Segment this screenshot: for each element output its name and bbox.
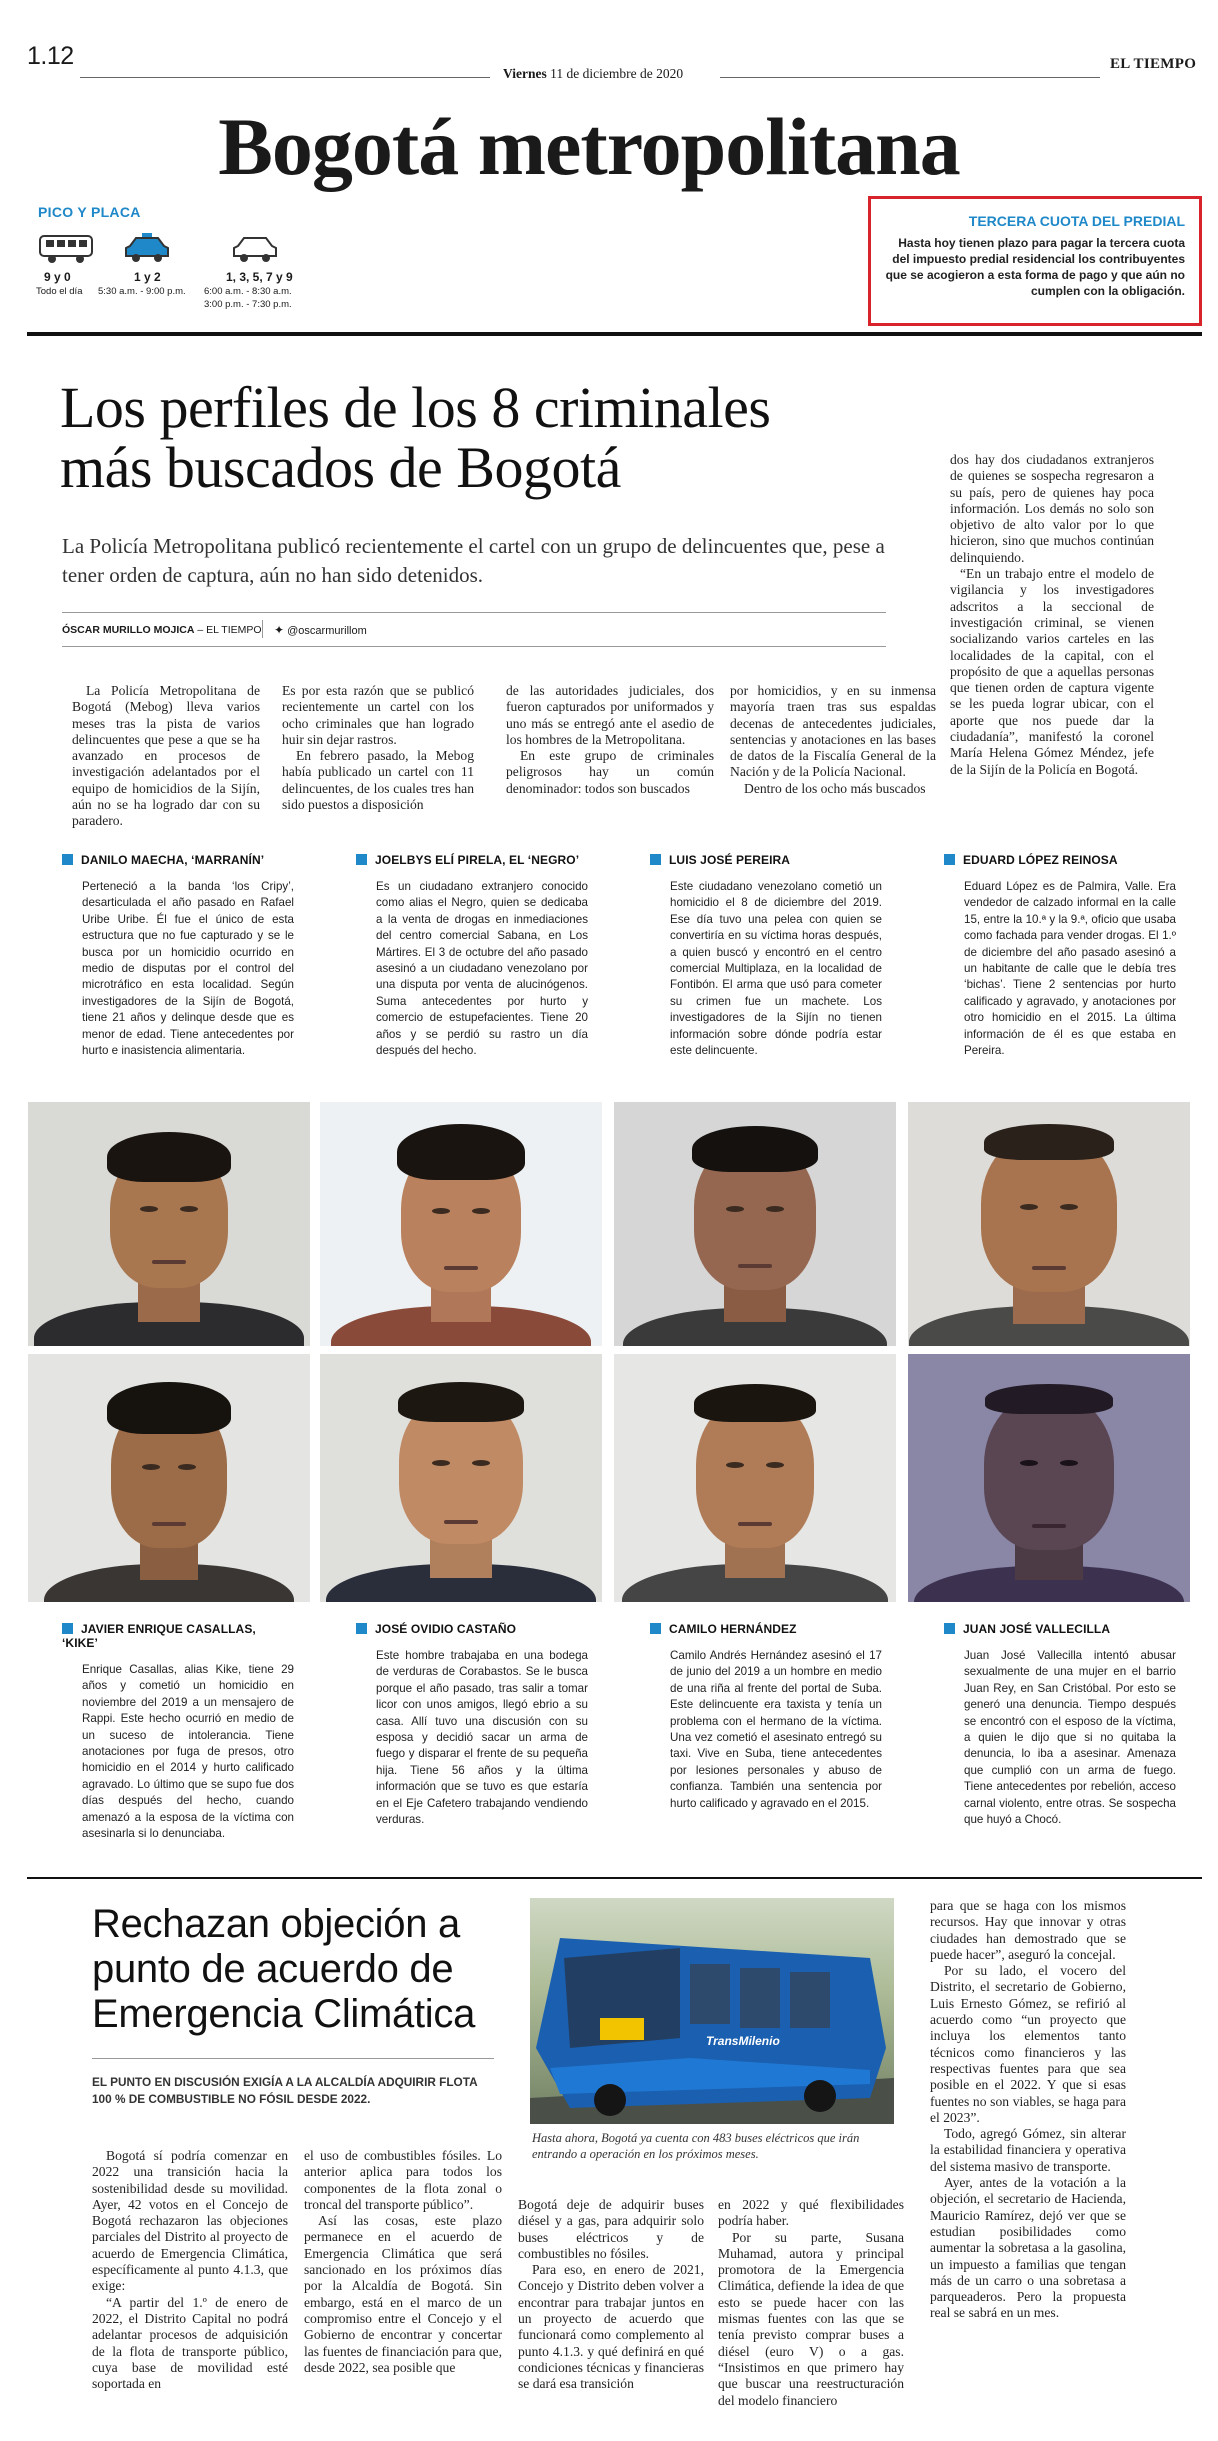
profile-top-0 [62, 853, 294, 1059]
header-bottom-rule [27, 332, 1202, 336]
mugshot-camilo-hernandez [614, 1354, 896, 1602]
mugshot-joelbys-pirela [320, 1102, 602, 1346]
date-rest: 11 de diciembre de 2020 [550, 66, 684, 81]
bus-brand-text: TransMilenio [706, 2034, 780, 2048]
main-body-p2: Es por esta razón que se publicó recientemente un cartel con los ocho criminales que han logrado huir sin dejar rastros. [282, 683, 474, 747]
profile-bio: Camilo Andrés Hernández asesinó el 17 de junio del 2019 a un hombre en medio de una riña al frente del portal de Suba. Este delincuente era taxista y tenía un problema con el hermano de la víctima. Una vez cometió el asesinato entregó su taxi. Vive en Suba, tiene antecedentes por lesiones personales y abuso de confianza. También una sentencia por hurto calificado y agravado en el 2015. [670, 1649, 882, 1810]
predial-title: TERCERA CUOTA DEL PREDIAL [968, 213, 1185, 229]
bus-icon [38, 232, 96, 266]
mugshot-luis-pereira [614, 1102, 896, 1346]
profile-top-3 [944, 853, 1176, 1059]
profile-bottom-2 [650, 1622, 882, 1812]
second-col1-p2: “A partir del 1.º de enero de 2022, el Distrito Capital no podrá adelantar procesos de adquisición de la flota de transporte público, cuya base de movilidad esté soportada en [92, 2294, 288, 2392]
main-body-p6: “En un trabajo entre el modelo de vigilancia y los investigadores adscritos a la seccional de investigación criminal, se vienen socializando varios carteles en las localidades de la capital, con el propósito de que a aquellas personas que tienen orden de captura vigente se les pueda lograr ubicar, con el aporte que nos puede dar la ciudadanía”, manifestó la coronel María Helena Gómez Méndez, jefe de la Sijín de la Policía en Bogotá. [950, 566, 1154, 777]
second-headline-line1: Rechazan objeción a [92, 1902, 460, 1946]
header-rule-left [80, 77, 490, 78]
pp-hours-2b: 3:00 p.m. - 7:30 p.m. [204, 299, 292, 310]
predial-text: Hasta hoy tienen plazo para pagar la tercera cuota del impuesto predial residencial los contribuyentes que se acogieron a esta forma de pago y que aún no cumplen con la obligación. [885, 236, 1185, 298]
main-headline-line1: Los perfiles de los 8 criminales [60, 375, 771, 440]
section-title: Bogotá metropolitana [218, 101, 960, 192]
main-body-col5 [950, 452, 1154, 778]
profile-name: JOELBYS ELÍ PIRELA, EL ‘NEGRO’ [356, 853, 588, 867]
bullet-icon [356, 1623, 367, 1634]
byline-name: ÓSCAR MURILLO MOJICA [62, 624, 195, 636]
header-date [503, 66, 683, 82]
profile-name: DANILO MAECHA, ‘MARRANÍN’ [62, 853, 294, 867]
bullet-icon [62, 1623, 73, 1634]
bullet-icon [944, 1623, 955, 1634]
second-col2-p1: el uso de combustibles fósiles. Lo anterior aplica para todos los componentes de la flota zonal o troncal del transporte público”. [304, 2148, 502, 2212]
profile-bio: Este hombre trabajaba en una bodega de verduras de Corabastos. Se le busca porque el año pasado, tras salir a tomar licor con unos amigos, llegó ebrio a su casa. Allí tuvo una discusión con su esposa y decidió sacar un arma de fuego y disparar el frente de su pequeña hija. Tiene 56 años y la última información que se tuvo es que estaría en el Eje Cafetero trabajando vendiendo verduras. [376, 1649, 588, 1827]
pico-placa [36, 228, 326, 324]
profile-top-1 [356, 853, 588, 1059]
car-icon [232, 232, 278, 266]
bullet-icon [62, 854, 73, 865]
profile-bottom-0 [62, 1622, 294, 1842]
second-col3-p2: Para eso, en enero de 2021, Concejo y Distrito deben volver a encontrar para trabajar juntos en un proyecto de acuerdo que funcionará como complemento al punto 4.1.3. y qué definirá en qué condiciones técnicas y financieras se dará esa transición [518, 2262, 704, 2392]
second-col5 [930, 1898, 1126, 2322]
byline-divider [262, 620, 263, 638]
profile-name: CAMILO HERNÁNDEZ [650, 1622, 882, 1636]
profile-bio: Juan José Vallecilla intentó abusar sexualmente de una mujer en el barrio Juan Rey, en San Cristóbal. Por esto se generó una denuncia. Tiempo después se encontró con el esposo de la víctima, a quien le dijo que si no quitaba la denuncia, lo iba a asesinar. Amenaza que cumplió con un arma de fuego. Tiene antecedentes por rebelión, acceso carnal violento, entre otras. Se sospecha que huyó a Chocó. [964, 1649, 1176, 1827]
date-day: Viernes [503, 66, 547, 81]
profile-top-2 [650, 853, 882, 1059]
second-headline-line2: punto de acuerdo de [92, 1947, 454, 1991]
twitter-handle[interactable] [274, 623, 367, 637]
second-col5-p1: para que se haga con los mismos recursos. Hay que innovar y otras ciudades han demostrado que se puede hacer”, aseguró la concejal. [930, 1898, 1126, 1962]
pico-placa-title: PICO Y PLACA [38, 204, 141, 220]
main-deck: La Policía Metropolitana publicó recientemente el cartel con un grupo de delincuentes que, pese a tener orden de captura, aún no han sido detenidos. [62, 534, 885, 587]
second-headline-line3: Emergencia Climática [92, 1992, 476, 2036]
bullet-icon [650, 854, 661, 865]
pp-hours-1: 5:30 a.m. - 9:00 p.m. [98, 286, 186, 297]
main-body-p3-a: En febrero pasado, la Mebog había publicado un cartel con 11 delincuentes, de los cuales tres han sido puestos a disposición [282, 748, 474, 813]
main-headline [60, 375, 771, 500]
pp-plates-2: 1, 3, 5, 7 y 9 [226, 270, 293, 284]
second-col4-p2: Por su parte, Susana Muhamad, autora y principal promotora de la Emergencia Climática, defiende la idea de que esto se puede hacer con las mismas fuentes con las que se tenía previsto comprar buses a diésel (euro V) o a gas. “Insistimos en que primero hay que buscar una reestructuración del modelo financiero [718, 2229, 904, 2408]
mugshot-jose-castano [320, 1354, 602, 1602]
byline-rule-bottom [62, 646, 886, 647]
photo-caption: Hasta ahora, Bogotá ya cuenta con 483 buses eléctricos que irán entrando a operación en los próximos meses. [532, 2131, 860, 2161]
second-col3-p1: Bogotá deje de adquirir buses diésel y a gas, para adquirir solo buses eléctricos y de combustibles no fósiles. [518, 2197, 704, 2261]
bullet-icon [650, 1623, 661, 1634]
bullet-icon [356, 854, 367, 865]
main-body-p1: La Policía Metropolitana de Bogotá (Mebog) lleva varios meses tras la pista de varios delincuentes que pese a que se ha avanzado en procesos de investigación adelantados por el equipo de homicidios de la Sijín, aún no se ha logrado dar con su paradero. [72, 683, 260, 829]
second-col4-p1: en 2022 y qué flexibilidades podría haber. [718, 2197, 904, 2229]
second-col3 [518, 2197, 704, 2393]
second-col5-p2: Por su lado, el vocero del Distrito, el secretario de Gobierno, Luis Ernesto Gómez, se refirió al acuerdo como “un proyecto que incluya los elementos tanto técnicos como financieros y las respectivas fuentes para que sea posible en el 2022. Y que si esas fuentes no son viables, se haga para el 2023”. [930, 1963, 1126, 2125]
pp-hours-2: 6:00 a.m. - 8:30 a.m. [204, 286, 292, 297]
main-body-col2 [282, 683, 474, 813]
main-headline-line2: más buscados de Bogotá [60, 435, 621, 500]
byline-rule [62, 612, 886, 613]
second-deck-rule [92, 2058, 494, 2059]
mugshot-eduard-lopez [908, 1102, 1190, 1346]
main-body-p3-b: de las autoridades judiciales, dos fueron capturados por uniformados y uno más se entregó ante el asedio de los hombres de la Metropolitana. [506, 683, 714, 747]
mugshot-javier-casallas [28, 1354, 310, 1602]
profile-bio: Enrique Casallas, alias Kike, tiene 29 años y cometió un homicidio en noviembre del 2019 a un mensajero de Rappi. Este hecho ocurrió en medio de un suceso de intolerancia. Tiene anotaciones por fuga de presos, otro homicidio en el 2014 y hurto calificado agravado. Lo último que se supo fue dos días después del hecho, cuando amenazó a la esposa de la víctima con asesinarla si lo denunciaba. [82, 1663, 294, 1841]
main-body-col1 [72, 683, 260, 830]
header-rule-right [720, 77, 1100, 78]
profile-name: LUIS JOSÉ PEREIRA [650, 853, 882, 867]
section-divider [27, 1877, 1202, 1879]
profile-bottom-3 [944, 1622, 1176, 1828]
mugshot-danilo-maecha [28, 1102, 310, 1346]
main-body-p4-a: En este grupo de criminales peligrosos hay un común denominador: todos son buscados [506, 748, 714, 796]
second-col4 [718, 2197, 904, 2409]
main-body-p4-b: por homicidios, y en su inmensa mayoría traen tras sus espaldas decenas de antecedentes judiciales, sentencias y anotaciones en las bases de datos de la Fiscalía General de la Nación y de la Policía Nacional. [730, 683, 936, 780]
main-body-p5-b: dos hay dos ciudadanos extranjeros de quienes se sospecha regresaron a su país, pero de quienes hay poca información. Los demás no solo son objetivo de alto valor por lo que hicieron, sino que muchos continúan delinquiendo. [950, 452, 1154, 565]
pp-plates-0: 9 y 0 [44, 270, 71, 284]
taxi-icon [124, 232, 170, 266]
predial-box [868, 196, 1202, 326]
page-number: 1.12 [27, 42, 74, 70]
byline [62, 624, 262, 636]
profile-bio: Eduard López es de Palmira, Valle. Era vendedor de calzado informal en la calle 15, entre la 10.ª y la 9.ª, oficio que usaba como fachada para vender drogas. El 1.º de diciembre del año pasado asesinó a un habitante de calle que le debía tres ‘bichas’. Tiene 2 sentencias por hurto calificado y agravado, y anotaciones por otro homicidio en el 2015. La última información de él es que estaba en Pereira. [964, 880, 1176, 1058]
main-body-col4 [730, 683, 936, 797]
twitter-icon: ✦ [274, 623, 285, 637]
second-headline [92, 1902, 475, 2037]
bullet-icon [944, 854, 955, 865]
profile-bottom-1 [356, 1622, 588, 1828]
second-col5-p3: Todo, agregó Gómez, sin alterar la estabilidad financiera y operativa del sistema masivo de transporte. [930, 2126, 1126, 2174]
byline-outlet: – EL TIEMPO [197, 624, 262, 636]
bus-illustration [530, 1898, 894, 2124]
second-col1-p1: Bogotá sí podría comenzar en 2022 una transición hacia la sostenibilidad desde su movilidad. Ayer, 42 votos en el Concejo de Bogotá rechazaron las objeciones parciales del Distrito al proyecto de acuerdo de Emergencia Climática, específicamente al punto 4.1.3, que exige: [92, 2148, 288, 2294]
profile-bio: Este ciudadano venezolano cometió un homicidio el 8 de diciembre del 2019. Ese día tuvo una pelea con quien se convertiría en su víctima horas después, a quien buscó y encontró en el centro comercial Multiplaza, en la localidad de Fontibón. El arma que usó para cometer su crimen fue un machete. Los investigadores de la Sijín no tienen información sobre dónde podría estar este delincuente. [670, 880, 882, 1058]
pp-plates-1: 1 y 2 [134, 270, 161, 284]
profile-bio: Es un ciudadano extranjero conocido como alias el Negro, quien se dedicaba a la venta de drogas en inmediaciones del centro comercial Sabana, en Los Mártires. El 3 de octubre del año pasado asesinó a un ciudadano venezolano por una disputa por venta de alucinógenos. Suma antecedentes por hurto y comercio de estupefacientes. Tiene 20 años y se perdió su rastro un día después del hecho. [376, 880, 588, 1058]
main-body-p5-a: Dentro de los ocho más buscados [744, 780, 926, 796]
profile-name: JAVIER ENRIQUE CASALLAS, ‘KIKE’ [62, 1622, 256, 1650]
paper-logo: EL TIEMPO [1110, 56, 1197, 72]
main-body-col3 [506, 683, 714, 797]
second-col5-p4: Ayer, antes de la votación a la objeción, el secretario de Hacienda, Mauricio Ramírez, dejó ver que se estudian posibilidades como aumentar la sobretasa a la gasolina, un impuesto a familias que tengan más de un carro o una sobretasa a parqueaderos. Pero la propuesta real se sabrá en un mes. [930, 2175, 1126, 2321]
second-deck: EL PUNTO EN DISCUSIÓN EXIGÍA A LA ALCALDÍA ADQUIRIR FLOTA 100 % DE COMBUSTIBLE NO FÓSIL DESDE 2022. [92, 2075, 478, 2106]
pp-hours-0: Todo el día [36, 286, 83, 297]
second-col1 [92, 2148, 288, 2392]
second-col2 [304, 2148, 502, 2376]
twitter-handle-text: @oscarmurillom [287, 625, 367, 637]
profile-bio: Perteneció a la banda ‘los Cripy’, desarticulada el año pasado en Rafael Uribe Uribe. Él fue el único de esta estructura que no fue capturado y se le busca por un homicidio ocurrido en medio de disputas por el control del microtráfico en esta localidad. Según investigadores de la Sijín de Bogotá, tiene 21 años y delinque desde que es menor de edad. Tiene antecedentes por hurto e inasistencia alimentaria. [82, 880, 294, 1058]
mugshot-juan-vallecilla [908, 1354, 1190, 1602]
profile-name: JUAN JOSÉ VALLECILLA [944, 1622, 1176, 1636]
second-col2-p2: Así las cosas, este plazo permanece en el acuerdo de Emergencia Climática que será sancionado en los próximos días por la Alcaldía de Bogotá. Sin embargo, está en el marco de un compromiso entre el Concejo y el Gobierno de encontrar y concertar las fuentes de financiación para que, desde 2022, sea posible que [304, 2213, 502, 2375]
transmilenio-photo [530, 1898, 894, 2124]
profile-name: JOSÉ OVIDIO CASTAÑO [356, 1622, 588, 1636]
profile-name: EDUARD LÓPEZ REINOSA [944, 853, 1176, 867]
